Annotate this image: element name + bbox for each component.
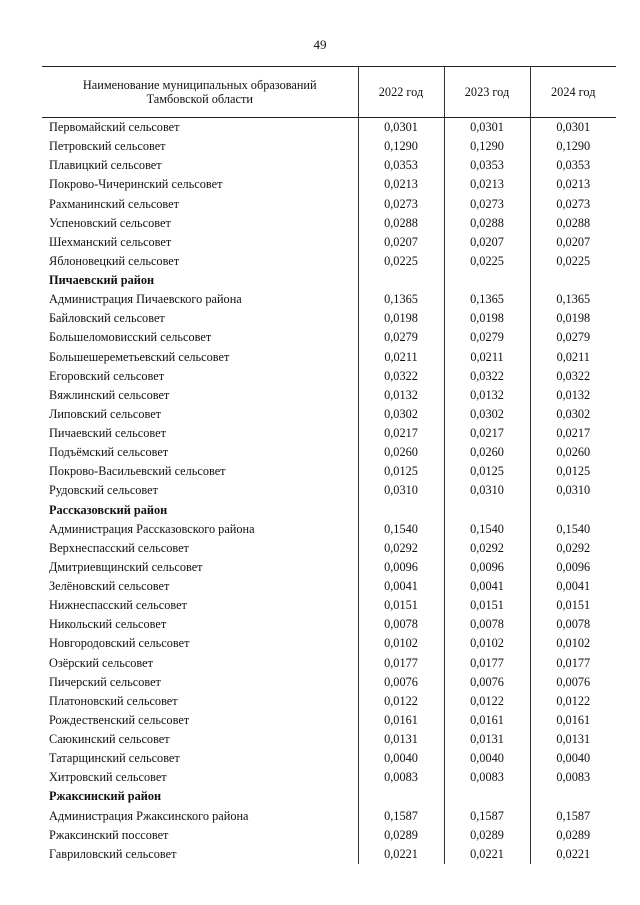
value-2022: 0,0125	[358, 462, 444, 481]
district-heading-row	[42, 501, 616, 520]
value-2024: 0,0198	[530, 309, 616, 328]
value-2023: 0,0177	[444, 654, 530, 673]
table-row	[42, 520, 616, 539]
table-row	[42, 558, 616, 577]
district-heading-row	[42, 271, 616, 290]
value-2022: 0,0260	[358, 443, 444, 462]
value-2024: 0,1290	[530, 137, 616, 156]
value-2023: 0,0151	[444, 596, 530, 615]
municipality-name: Платоновский сельсовет	[49, 693, 178, 708]
value-2023: 0,0102	[444, 634, 530, 653]
municipality-name: Пичаевский сельсовет	[49, 426, 166, 441]
value-2023: 0,0301	[444, 118, 530, 138]
value-2024	[530, 271, 616, 290]
table-row	[42, 577, 616, 596]
value-2024: 0,0076	[530, 673, 616, 692]
table-row	[42, 386, 616, 405]
value-2023: 0,0125	[444, 462, 530, 481]
value-2023: 0,1365	[444, 290, 530, 309]
value-2022	[358, 787, 444, 806]
value-2022: 0,0161	[358, 711, 444, 730]
header-municipality	[42, 67, 358, 118]
table-row	[42, 807, 616, 826]
value-2023: 0,1587	[444, 807, 530, 826]
district-name: Ржаксинский район	[49, 789, 162, 804]
value-2022: 0,0225	[358, 252, 444, 271]
value-2022: 0,0221	[358, 845, 444, 864]
value-2023: 0,0076	[444, 673, 530, 692]
table-row	[42, 137, 616, 156]
value-2022: 0,0322	[358, 367, 444, 386]
value-2024: 0,0102	[530, 634, 616, 653]
value-2024: 0,0211	[530, 348, 616, 367]
value-2024: 0,0083	[530, 768, 616, 787]
municipality-name: Нижнеспасский сельсовет	[49, 598, 187, 613]
value-2024	[530, 501, 616, 520]
municipality-name: Большешереметьевский сельсовет	[49, 349, 230, 364]
value-2024: 0,0177	[530, 654, 616, 673]
table-row	[42, 749, 616, 768]
value-2024: 0,0273	[530, 195, 616, 214]
municipality-name: Ржаксинский поссовет	[49, 827, 169, 842]
value-2023: 0,0198	[444, 309, 530, 328]
district-name: Пичаевский район	[49, 273, 155, 288]
value-2022: 0,0302	[358, 405, 444, 424]
value-2023: 0,0041	[444, 577, 530, 596]
value-2022: 0,0273	[358, 195, 444, 214]
value-2023: 0,0353	[444, 156, 530, 175]
value-2023: 0,0221	[444, 845, 530, 864]
value-2024: 0,0131	[530, 730, 616, 749]
value-2023: 0,0161	[444, 711, 530, 730]
header-2023: 2023 год	[444, 67, 530, 118]
value-2023: 0,0211	[444, 348, 530, 367]
municipality-name: Татарщинский сельсовет	[49, 751, 180, 766]
header-municipality-line1: Наименование муниципальных образований	[82, 78, 317, 92]
municipality-name: Администрация Ржаксинского района	[49, 808, 249, 823]
value-2023: 0,0288	[444, 214, 530, 233]
municipality-name: Покрово-Чичеринский сельсовет	[49, 177, 223, 192]
value-2024	[530, 787, 616, 806]
table-row	[42, 290, 616, 309]
value-2023: 0,1290	[444, 137, 530, 156]
value-2024: 0,0125	[530, 462, 616, 481]
table-row	[42, 462, 616, 481]
value-2023: 0,0292	[444, 539, 530, 558]
municipality-name: Зелёновский сельсовет	[49, 579, 170, 594]
value-2023: 0,0273	[444, 195, 530, 214]
municipality-name: Новгородовский сельсовет	[49, 636, 190, 651]
municipality-name: Верхнеспасский сельсовет	[49, 540, 189, 555]
value-2024: 0,0213	[530, 175, 616, 194]
table-row	[42, 845, 616, 864]
value-2022: 0,0076	[358, 673, 444, 692]
municipality-name: Саюкинский сельсовет	[49, 732, 170, 747]
table-row	[42, 195, 616, 214]
value-2023: 0,0217	[444, 424, 530, 443]
value-2022: 0,1587	[358, 807, 444, 826]
table-row	[42, 348, 616, 367]
municipality-name: Озёрский сельсовет	[49, 655, 153, 670]
municipality-name: Рождественский сельсовет	[49, 712, 190, 727]
value-2024: 0,0161	[530, 711, 616, 730]
value-2024: 0,0207	[530, 233, 616, 252]
value-2024: 0,0122	[530, 692, 616, 711]
value-2022: 0,0279	[358, 328, 444, 347]
value-2022: 0,0353	[358, 156, 444, 175]
value-2022	[358, 501, 444, 520]
value-2023: 0,0122	[444, 692, 530, 711]
table-row	[42, 443, 616, 462]
value-2022: 0,0102	[358, 634, 444, 653]
value-2022: 0,0096	[358, 558, 444, 577]
header-2024: 2024 год	[530, 67, 616, 118]
value-2023: 0,0260	[444, 443, 530, 462]
value-2024: 0,1587	[530, 807, 616, 826]
municipality-name: Никольский сельсовет	[49, 617, 167, 632]
municipality-name: Подъёмский сельсовет	[49, 445, 169, 460]
value-2022: 0,0041	[358, 577, 444, 596]
value-2023: 0,0302	[444, 405, 530, 424]
value-2022: 0,0122	[358, 692, 444, 711]
value-2023	[444, 501, 530, 520]
value-2023: 0,0078	[444, 615, 530, 634]
table-row	[42, 367, 616, 386]
municipality-name: Администрация Рассказовского района	[49, 521, 255, 536]
value-2022: 0,0040	[358, 749, 444, 768]
value-2024: 0,0151	[530, 596, 616, 615]
value-2022: 0,0131	[358, 730, 444, 749]
table-row	[42, 654, 616, 673]
value-2023: 0,1540	[444, 520, 530, 539]
table-header	[42, 67, 616, 118]
value-2023: 0,0131	[444, 730, 530, 749]
value-2022: 0,1365	[358, 290, 444, 309]
value-2024: 0,0288	[530, 214, 616, 233]
table-row	[42, 539, 616, 558]
municipality-name: Яблоновецкий сельсовет	[49, 253, 180, 268]
value-2022: 0,0217	[358, 424, 444, 443]
municipality-name: Дмитриевщинский сельсовет	[49, 559, 203, 574]
table-row	[42, 118, 616, 138]
value-2023: 0,0132	[444, 386, 530, 405]
municipality-name: Плавицкий сельсовет	[49, 158, 162, 173]
value-2022: 0,0289	[358, 826, 444, 845]
value-2022: 0,0078	[358, 615, 444, 634]
table-row	[42, 768, 616, 787]
municipality-name: Успеновский сельсовет	[49, 215, 171, 230]
table-row	[42, 405, 616, 424]
municipality-name: Покрово-Васильевский сельсовет	[49, 464, 226, 479]
value-2024: 0,0225	[530, 252, 616, 271]
value-2024: 0,0302	[530, 405, 616, 424]
header-row	[42, 67, 616, 118]
table-body	[42, 118, 616, 864]
value-2023: 0,0279	[444, 328, 530, 347]
value-2023: 0,0083	[444, 768, 530, 787]
value-2023: 0,0289	[444, 826, 530, 845]
district-name: Рассказовский район	[49, 502, 168, 517]
value-2024: 0,0292	[530, 539, 616, 558]
value-2024: 0,0289	[530, 826, 616, 845]
value-2024: 0,0279	[530, 328, 616, 347]
table-row	[42, 730, 616, 749]
allocation-table	[42, 66, 616, 864]
municipality-name: Хитровский сельсовет	[49, 770, 167, 785]
value-2024: 0,0217	[530, 424, 616, 443]
table-row	[42, 615, 616, 634]
municipality-name: Вяжлинский сельсовет	[49, 387, 170, 402]
municipality-name: Шехманский сельсовет	[49, 234, 172, 249]
value-2023: 0,0096	[444, 558, 530, 577]
table-row	[42, 233, 616, 252]
table-row	[42, 692, 616, 711]
value-2024: 0,0221	[530, 845, 616, 864]
table-row	[42, 596, 616, 615]
value-2023: 0,0225	[444, 252, 530, 271]
district-heading-row	[42, 787, 616, 806]
table-row	[42, 673, 616, 692]
municipality-name: Рудовский сельсовет	[49, 483, 159, 498]
municipality-name: Гавриловский сельсовет	[49, 846, 177, 861]
value-2022: 0,1540	[358, 520, 444, 539]
value-2022: 0,0310	[358, 481, 444, 500]
header-municipality-line2: Тамбовской области	[146, 92, 253, 106]
value-2022: 0,0301	[358, 118, 444, 138]
value-2024: 0,0260	[530, 443, 616, 462]
table-row	[42, 156, 616, 175]
value-2024: 0,0078	[530, 615, 616, 634]
value-2022: 0,0288	[358, 214, 444, 233]
value-2022: 0,0207	[358, 233, 444, 252]
value-2022: 0,0213	[358, 175, 444, 194]
table-row	[42, 328, 616, 347]
value-2022: 0,0292	[358, 539, 444, 558]
table-row	[42, 175, 616, 194]
value-2023: 0,0213	[444, 175, 530, 194]
value-2022: 0,0151	[358, 596, 444, 615]
value-2024: 0,0353	[530, 156, 616, 175]
value-2024: 0,0096	[530, 558, 616, 577]
page-number: 49	[313, 37, 327, 52]
value-2024: 0,1540	[530, 520, 616, 539]
value-2024: 0,0041	[530, 577, 616, 596]
value-2024: 0,0040	[530, 749, 616, 768]
value-2023: 0,0322	[444, 367, 530, 386]
value-2024: 0,0301	[530, 118, 616, 138]
value-2023	[444, 271, 530, 290]
table-row	[42, 252, 616, 271]
value-2022	[358, 271, 444, 290]
table-row	[42, 424, 616, 443]
value-2022: 0,0083	[358, 768, 444, 787]
value-2022: 0,1290	[358, 137, 444, 156]
value-2023: 0,0040	[444, 749, 530, 768]
municipality-name: Пичерский сельсовет	[49, 674, 161, 689]
municipality-name: Байловский сельсовет	[49, 311, 165, 326]
value-2022: 0,0198	[358, 309, 444, 328]
value-2024: 0,0322	[530, 367, 616, 386]
table-row	[42, 634, 616, 653]
table-row	[42, 214, 616, 233]
value-2023	[444, 787, 530, 806]
value-2024: 0,1365	[530, 290, 616, 309]
value-2024: 0,0310	[530, 481, 616, 500]
header-2022: 2022 год	[358, 67, 444, 118]
table-row	[42, 711, 616, 730]
municipality-name: Рахманинский сельсовет	[49, 196, 179, 211]
value-2023: 0,0310	[444, 481, 530, 500]
municipality-name: Первомайский сельсовет	[49, 120, 180, 135]
table-row	[42, 309, 616, 328]
value-2023: 0,0207	[444, 233, 530, 252]
municipality-name: Петровский сельсовет	[49, 139, 166, 154]
table-row	[42, 481, 616, 500]
municipality-name: Администрация Пичаевского района	[49, 292, 242, 307]
value-2022: 0,0211	[358, 348, 444, 367]
municipality-name: Егоровский сельсовет	[49, 368, 165, 383]
municipality-name: Большеломовисский сельсовет	[49, 330, 212, 345]
value-2024: 0,0132	[530, 386, 616, 405]
table-row	[42, 826, 616, 845]
municipality-name: Липовский сельсовет	[49, 406, 162, 421]
value-2022: 0,0132	[358, 386, 444, 405]
value-2022: 0,0177	[358, 654, 444, 673]
